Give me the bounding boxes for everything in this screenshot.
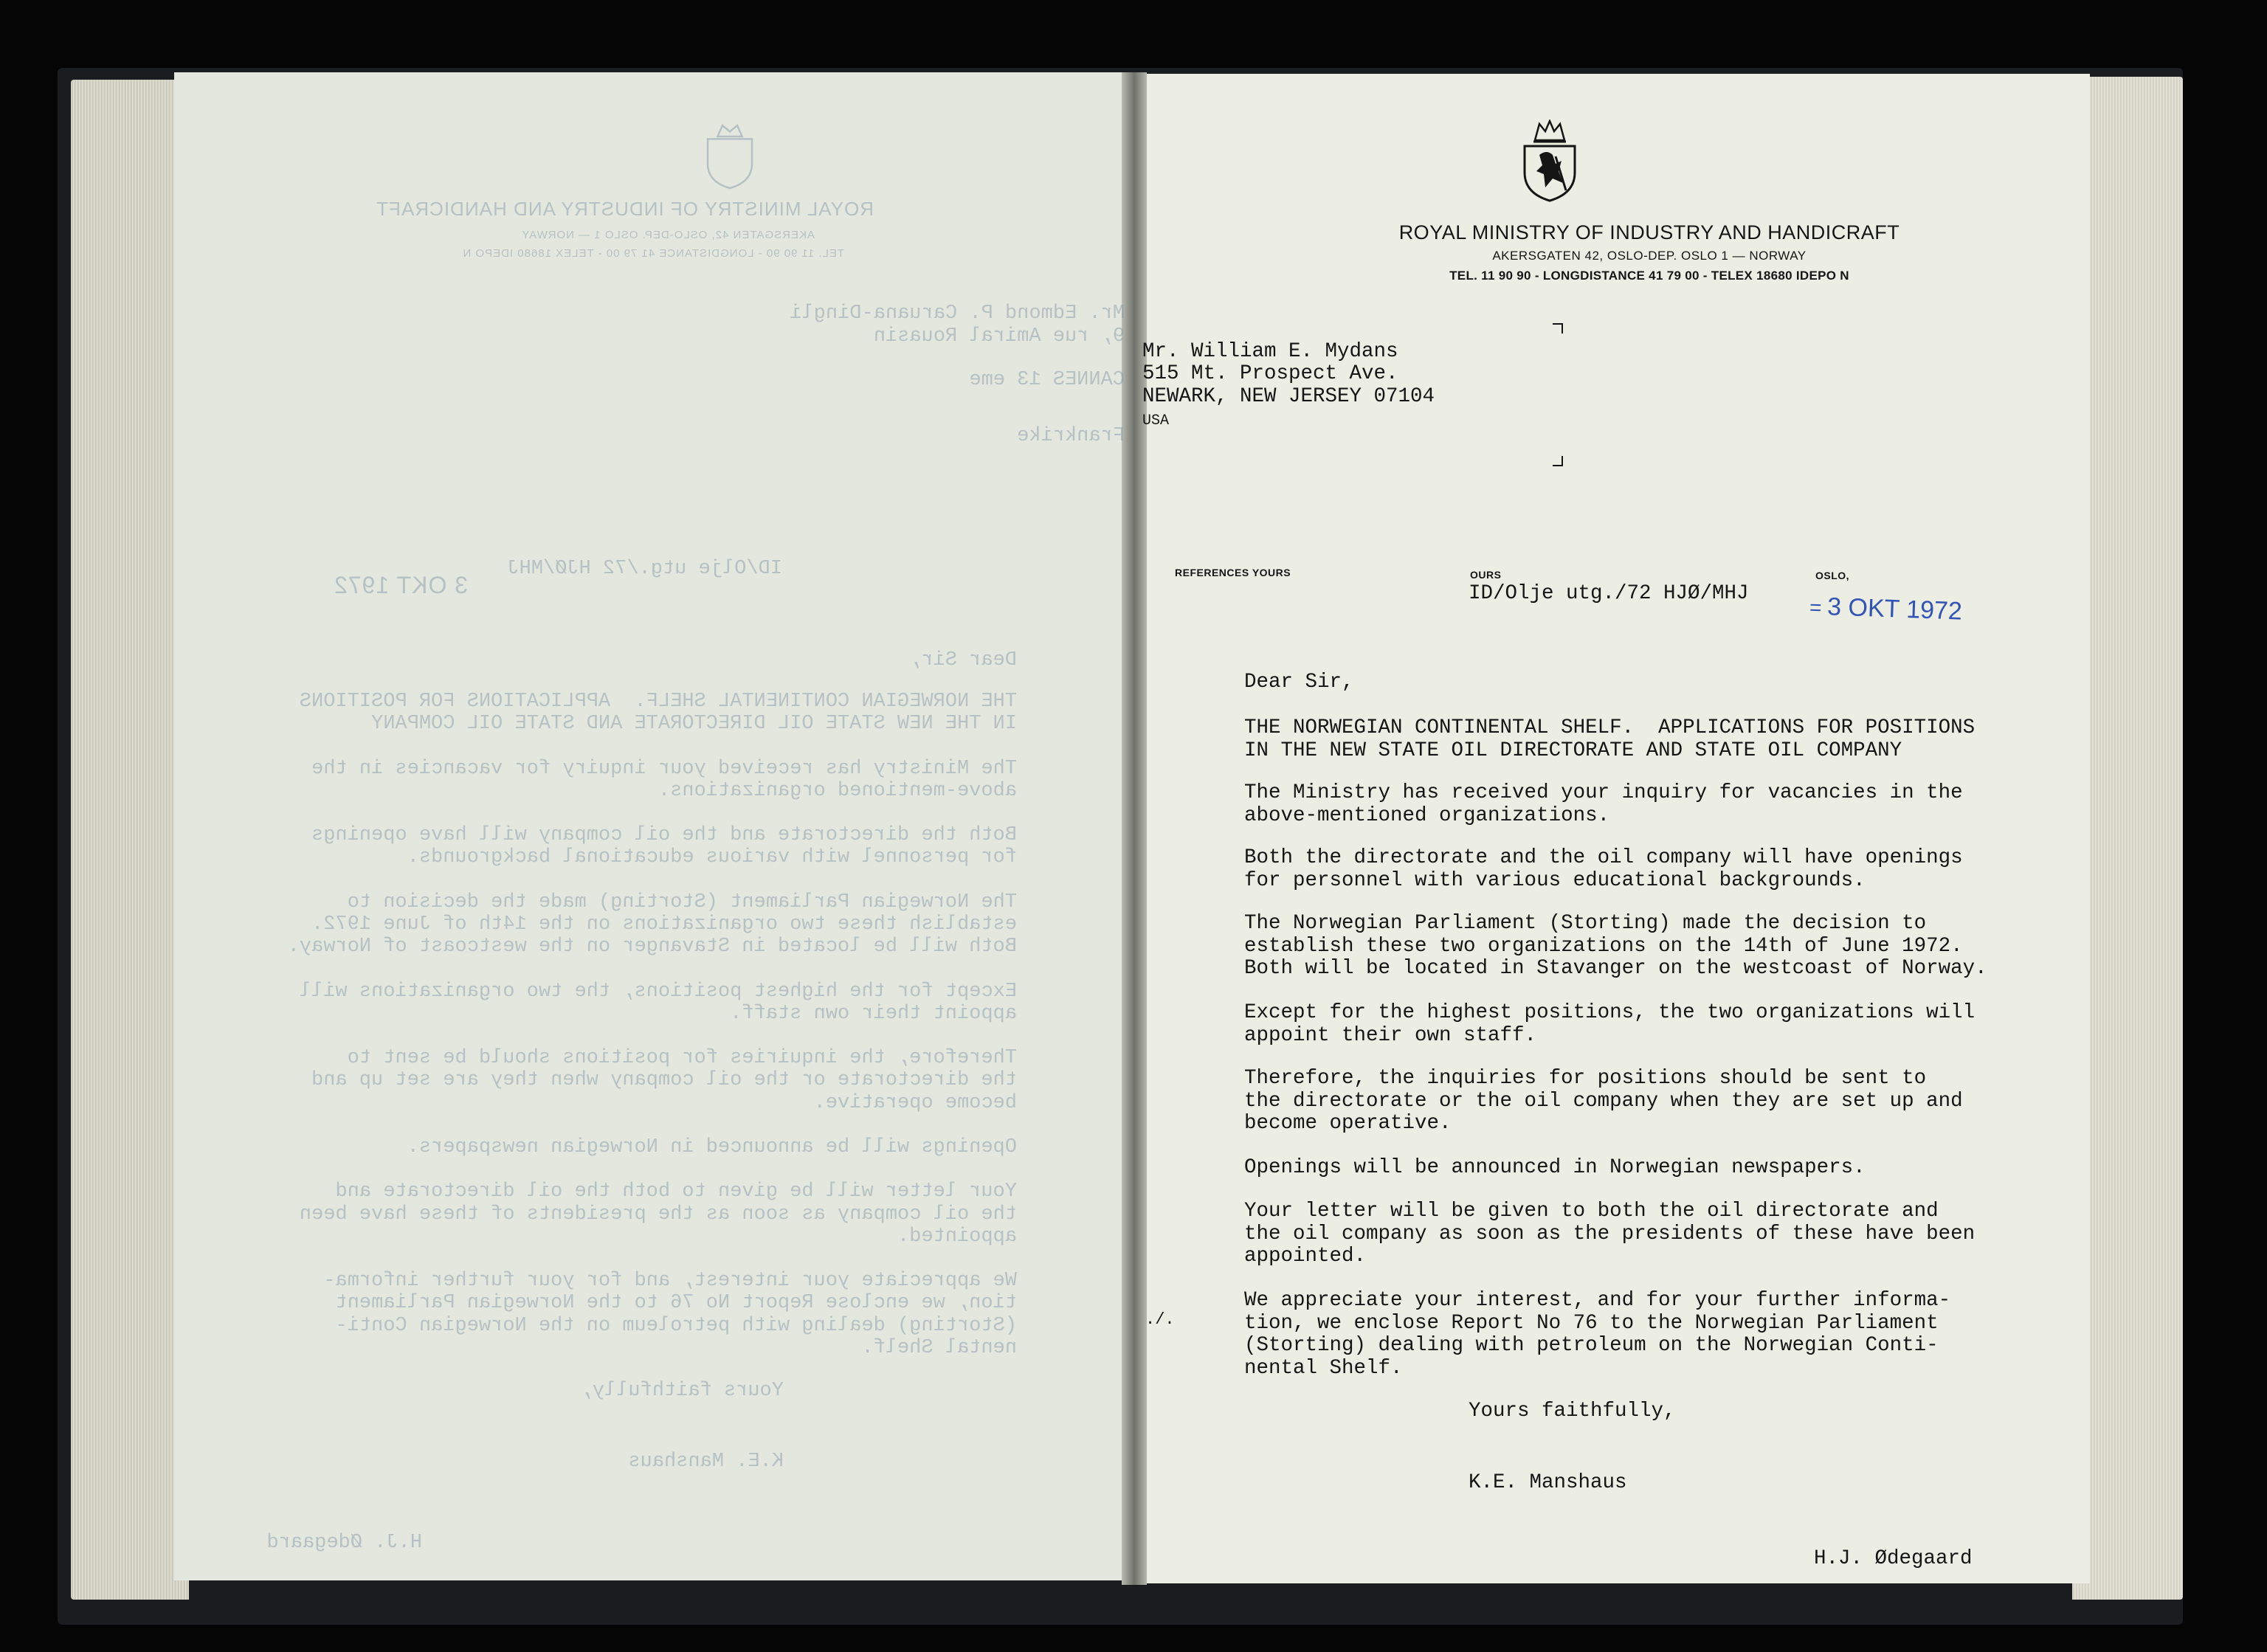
date-stamp: = 3 OKT 1972 — [1809, 592, 1963, 626]
ghost-date: 3 OKT 1972 — [334, 572, 468, 598]
ghost-body-line: Openings will be announced in Norwegian newspapers. — [407, 1136, 1017, 1158]
ghost-body-line: IN THE NEW STATE OIL DIRECTORATE AND STATE OIL COMPANY — [371, 713, 1017, 736]
ghost-signer-2: H.J. Ødegaard — [266, 1532, 422, 1554]
salutation: Dear Sir, — [1244, 671, 1354, 694]
ghost-body-line: The Norwegian Parliament (Storting) made the decision to — [347, 891, 1017, 913]
ghost-recipient-4: Frankrike — [1017, 425, 1125, 447]
paragraph-line: (Storting) dealing with petroleum on the Norwegian Conti- — [1244, 1334, 1939, 1357]
paragraph-line: Openings will be announced in Norwegian newspapers. — [1244, 1156, 1866, 1179]
paragraph-line: tion, we enclose Report No 76 to the Norwegian Parliament — [1244, 1311, 1939, 1335]
ghost-crest-icon — [704, 120, 756, 190]
ghost-body-line: Both will be located in Stavanger on the westcoast of Norway. — [287, 936, 1017, 958]
ghost-body-line: We appreciate your interest, and for your further informa- — [323, 1270, 1017, 1293]
ghost-body-line: nental Shelf. — [861, 1336, 1017, 1359]
ghost-body-line: THE NORWEGIAN CONTINENTAL SHELF. APPLICATIONS FOR POSITIONS — [299, 691, 1017, 713]
window-corner-mark — [1553, 323, 1563, 333]
paragraph-line: The Ministry has received your inquiry for vacancies in the — [1244, 781, 1963, 804]
paragraph-line: Your letter will be given to both the oil directorate and — [1244, 1200, 1939, 1223]
ghost-body-line: above-mentioned organizations. — [658, 779, 1017, 802]
recipient-line-3: NEWARK, NEW JERSEY 07104 — [1142, 385, 1435, 408]
paragraph-line: Both will be located in Stavanger on the westcoast of Norway. — [1244, 957, 1987, 980]
paragraph-line: Except for the highest positions, the two organizations will — [1244, 1001, 1976, 1024]
window-corner-mark — [1553, 456, 1563, 466]
recipient-line-2: 515 Mt. Prospect Ave. — [1142, 362, 1398, 385]
recipient-line-1: Mr. William E. Mydans — [1142, 340, 1398, 363]
ghost-body-line: (Storting) dealing with petroleum on the Norwegian Conti- — [335, 1314, 1017, 1337]
ministry-name: ROYAL MINISTRY OF INDUSTRY AND HANDICRAFT — [1398, 221, 1900, 243]
ghost-body-line: The Ministry has received your inquiry for vacancies in the — [311, 757, 1017, 780]
paragraph-line: establish these two organizations on the 14th of June 1972. — [1244, 934, 1963, 958]
paragraph-line: Both the directorate and the oil company will have openings — [1244, 846, 1963, 869]
ghost-recipient-1: Mr. Edmond P. Caruana-Dingli — [790, 303, 1125, 325]
norwegian-coat-of-arms-icon — [1519, 120, 1581, 202]
ghost-body-line: Except for the highest positions, the two organizations will — [299, 980, 1017, 1003]
place-label: OSLO, — [1815, 570, 1850, 581]
paragraph-line: Therefore, the inquiries for positions should be sent to — [1244, 1067, 1927, 1090]
subject-line: THE NORWEGIAN CONTINENTAL SHELF. APPLICATIONS FOR POSITIONS — [1244, 716, 1976, 739]
signer-1: K.E. Manshaus — [1469, 1471, 1627, 1494]
paragraph-line: become operative. — [1244, 1112, 1452, 1135]
ministry-address: AKERSGATEN 42, OSLO-DEP. OSLO 1 — NORWAY — [1492, 249, 1807, 263]
paragraph-line: appoint their own staff. — [1244, 1023, 1537, 1047]
paragraph-line: nental Shelf. — [1244, 1356, 1403, 1380]
page-edges-left — [71, 80, 189, 1600]
ghost-body-line: tion, we enclose Report No 76 to the Norwegian Parliament — [335, 1292, 1017, 1315]
ghost-body-line: the directorate or the oil company when they are set up and — [311, 1069, 1017, 1092]
ghost-body-line: Both the directorate and the oil company will have openings — [311, 824, 1017, 847]
closing: Yours faithfully, — [1469, 1400, 1676, 1423]
paragraph-line: above-mentioned organizations. — [1244, 803, 1610, 827]
paragraph-line: the oil company as soon as the presidents of these have been — [1244, 1222, 1976, 1245]
references-yours-label: REFERENCES YOURS — [1175, 567, 1291, 578]
ghost-body-line: the oil company as soon as the presidents of these have been — [299, 1203, 1017, 1226]
enclosure-mark: ./. — [1145, 1310, 1175, 1329]
signer-2: H.J. Ødegaard — [1814, 1547, 1973, 1570]
ghost-salutation: Dear Sir, — [909, 649, 1017, 671]
ghost-body-line: Therefore, the inquiries for positions should be sent to — [347, 1047, 1017, 1070]
book-gutter — [1122, 72, 1147, 1585]
ghost-body-line: appoint their own staff. — [730, 1002, 1017, 1025]
references-ours-label: OURS — [1470, 569, 1502, 581]
ghost-body-line: Your letter will be given to both the oil directorate and — [335, 1181, 1017, 1203]
ghost-ministry: ROYAL MINISTRY OF INDUSTRY AND HANDICRAFT — [376, 198, 874, 220]
ghost-body-line: appointed. — [897, 1225, 1017, 1248]
ghost-recipient-2: 9, rue Amiral Rouasin — [873, 325, 1125, 348]
ghost-signer-1: K.E. Manshaus — [628, 1451, 784, 1473]
bleed-through-letter — [174, 72, 1125, 1580]
references-ours-value: ID/Olje utg./72 HJØ/MHJ — [1469, 582, 1749, 605]
ghost-recipient-3: CANNES 13 eme — [969, 369, 1125, 391]
paragraph-line: We appreciate your interest, and for your further informa- — [1244, 1289, 1951, 1312]
subject-line: IN THE NEW STATE OIL DIRECTORATE AND STATE OIL COMPANY — [1244, 739, 1902, 762]
ghost-closing: Yours faithfully, — [580, 1380, 784, 1402]
recipient-line-4: USA — [1142, 412, 1170, 429]
paragraph-line: appointed. — [1244, 1245, 1367, 1268]
ghost-contact: TEL. 11 90 90 - LONGDISTANCE 41 79 00 - TELEX 18680 IDEPO N — [462, 247, 844, 260]
paragraph-line: The Norwegian Parliament (Storting) made the decision to — [1244, 912, 1927, 935]
ministry-contact: TEL. 11 90 90 - LONGDISTANCE 41 79 00 - TELEX 18680 IDEPO N — [1449, 269, 1849, 283]
ghost-body-line: for personnel with various educational backgrounds. — [407, 846, 1017, 869]
ghost-body-line: establish these two organizations on the 14th of June 1972. — [311, 913, 1017, 936]
paragraph-line: the directorate or the oil company when they are set up and — [1244, 1089, 1963, 1113]
ghost-body-line: become operative. — [813, 1091, 1017, 1114]
ghost-address: AKERSGATEN 42, OSLO-DEP. OSLO 1 — NORWAY — [521, 229, 815, 241]
paragraph-line: for personnel with various educational backgrounds. — [1244, 868, 1866, 892]
ghost-ours: ID/Olje utg./72 HJØ/MHJ — [507, 558, 782, 580]
